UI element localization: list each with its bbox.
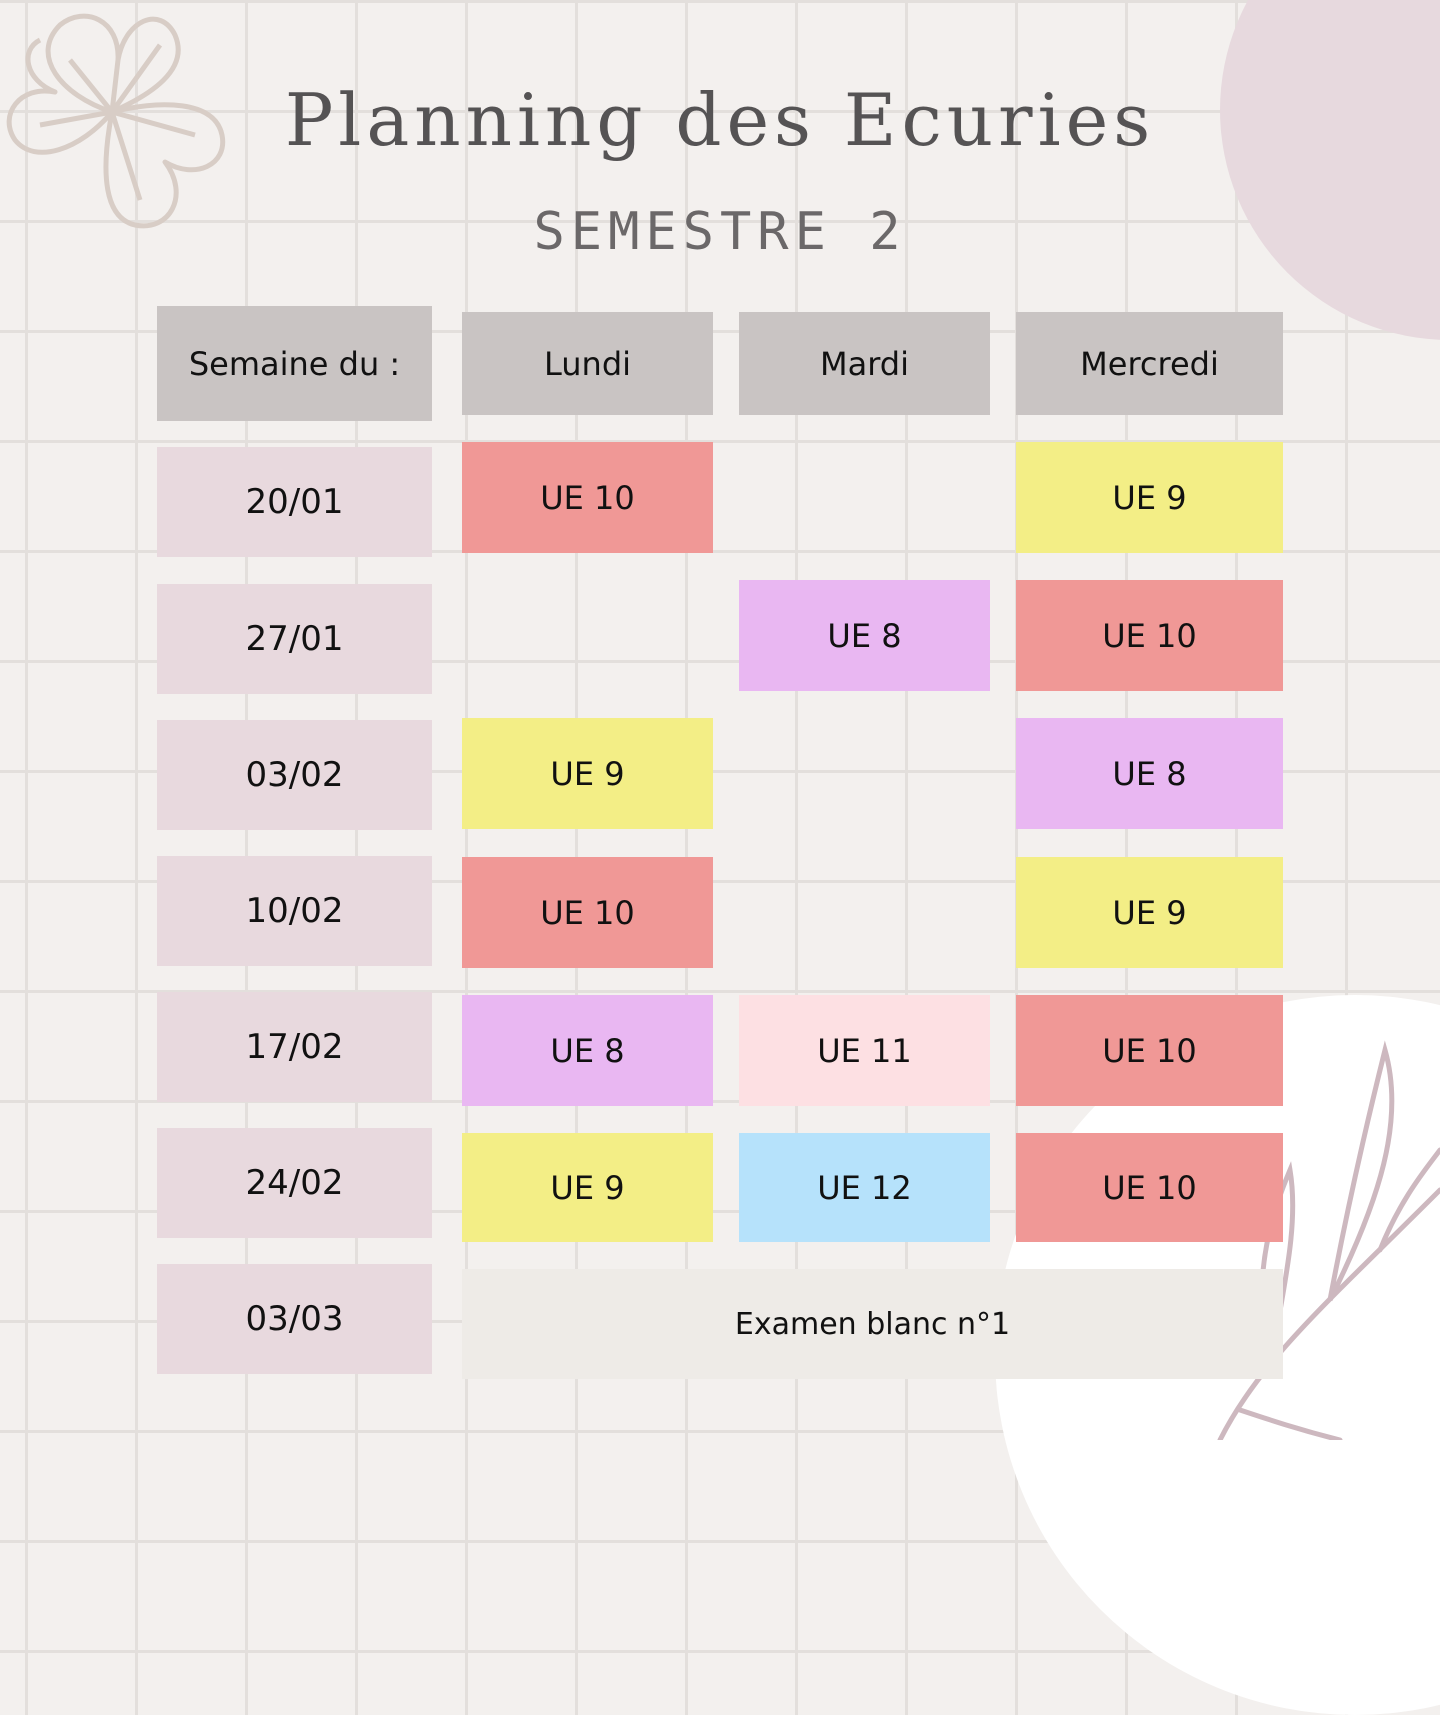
course-cell: UE 8 xyxy=(739,580,990,691)
course-cell: UE 8 xyxy=(462,995,713,1106)
header-lundi: Lundi xyxy=(462,312,713,415)
exam-banner: Examen blanc n°1 xyxy=(462,1269,1283,1379)
week-date: 10/02 xyxy=(157,856,432,966)
header-semaine: Semaine du : xyxy=(157,306,432,421)
course-cell: UE 10 xyxy=(1016,580,1283,691)
week-date: 20/01 xyxy=(157,447,432,557)
course-cell: UE 10 xyxy=(462,857,713,968)
course-cell: UE 9 xyxy=(462,718,713,829)
page-subtitle: SEMESTRE 2 xyxy=(533,202,907,262)
course-cell: UE 12 xyxy=(739,1133,990,1242)
header-mardi: Mardi xyxy=(739,312,990,415)
week-date: 03/02 xyxy=(157,720,432,830)
course-cell: UE 9 xyxy=(1016,442,1283,553)
decorative-blob-top xyxy=(1220,0,1440,340)
week-date: 24/02 xyxy=(157,1128,432,1238)
course-cell: UE 11 xyxy=(739,995,990,1106)
course-cell: UE 8 xyxy=(1016,718,1283,829)
course-cell: UE 9 xyxy=(462,1133,713,1242)
course-cell: UE 10 xyxy=(1016,995,1283,1106)
week-date: 27/01 xyxy=(157,584,432,694)
header-mercredi: Mercredi xyxy=(1016,312,1283,415)
page-title: Planning des Ecuries xyxy=(284,78,1156,162)
course-cell: UE 10 xyxy=(462,442,713,553)
week-date: 17/02 xyxy=(157,992,432,1102)
week-date: 03/03 xyxy=(157,1264,432,1374)
course-cell: UE 10 xyxy=(1016,1133,1283,1242)
course-cell: UE 9 xyxy=(1016,857,1283,968)
